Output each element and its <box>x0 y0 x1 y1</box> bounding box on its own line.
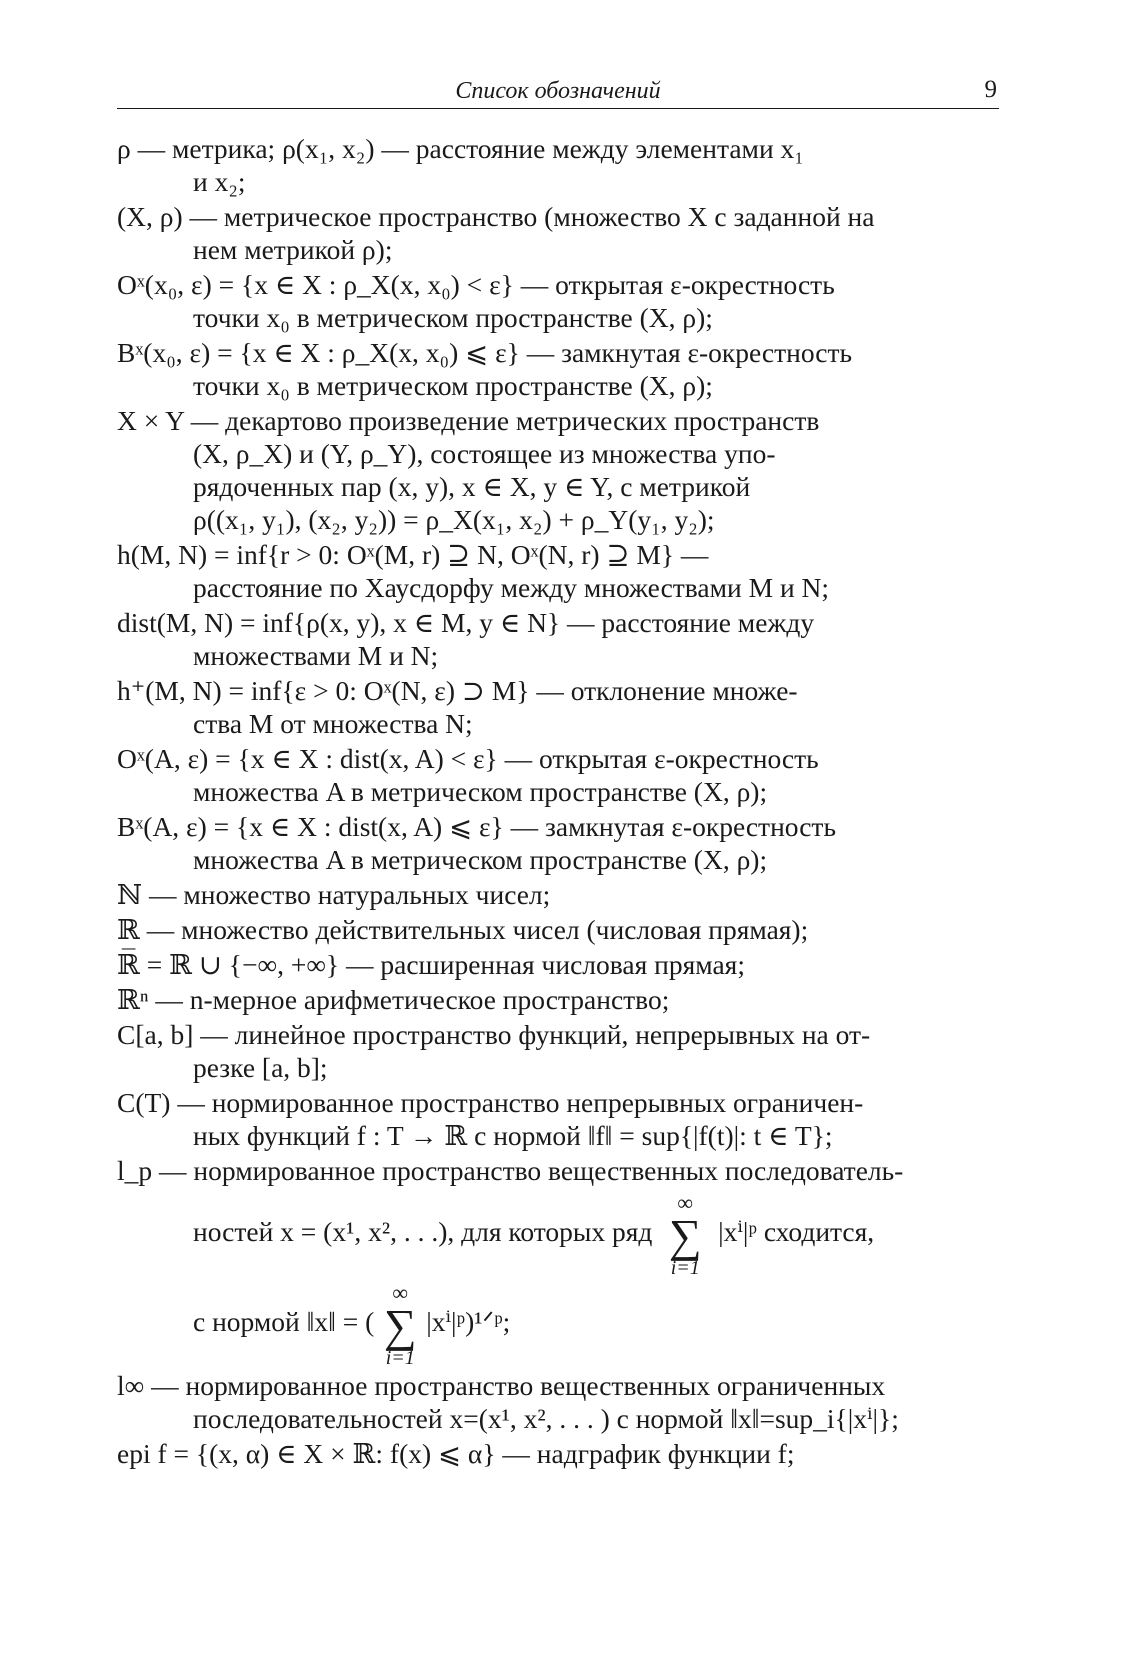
entry-line: ства M от множества N; <box>193 708 473 739</box>
notation-entry-8 <box>117 674 999 740</box>
entry-line: h(M, N) = inf{r > 0: Oˣ(M, r) ⊇ N, Oˣ(N, r) ⊇ M} — <box>117 539 709 570</box>
entry-line: точки x₀ в метрическом пространстве (X, ρ); <box>193 302 713 333</box>
entry-line: dist(M, N) = inf{ρ(x, y), x ∈ M, y ∈ N} — расстояние между <box>117 607 815 638</box>
entry-line: резке [a, b]; <box>193 1052 328 1083</box>
notation-entry-tail-2 <box>117 1437 999 1470</box>
notation-entry-13 <box>117 948 999 981</box>
notation-entry-lp <box>117 1154 999 1367</box>
lp-line-1: l_p — нормированное пространство вещественных последователь- <box>117 1155 904 1186</box>
entry-line: l∞ — нормированное пространство вещественных ограниченных <box>117 1370 886 1401</box>
notation-entry-2 <box>117 200 999 266</box>
entry-line: epi f = {(x, α) ∈ X × ℝ: f(x) ⩽ α} — надграфик функции f; <box>117 1438 795 1469</box>
notation-entry-7 <box>117 606 999 672</box>
running-header <box>117 72 999 109</box>
entry-line: ℕ — множество натуральных чисел; <box>117 879 551 910</box>
entry-line: множества A в метрическом пространстве (X, ρ); <box>193 844 768 875</box>
notation-entry-5 <box>117 404 999 536</box>
entry-line: ρ((x₁, y₁), (x₂, y₂)) = ρ_X(x₁, x₂) + ρ_Y(y₁, y₂); <box>193 504 715 535</box>
notation-entry-tail-1 <box>117 1369 999 1435</box>
entry-line: ℝ̅ = ℝ ∪ {−∞, +∞} — расширенная числовая прямая; <box>117 949 745 980</box>
lp-line-2: ностей x = (x¹, x², . . .), для которых ряд ∞ ∑ i=1 |xⁱ|ᵖ сходится, <box>193 1189 875 1279</box>
notation-entry-10 <box>117 810 999 876</box>
summation-symbol: ∞ ∑ i=1 <box>668 1189 702 1279</box>
notation-list <box>117 132 999 1472</box>
entry-line: ℝⁿ — n-мерное арифметическое пространство; <box>117 984 670 1015</box>
entry-line: Bˣ(A, ε) = {x ∈ X : dist(x, A) ⩽ ε} — замкнутая ε-окрестность <box>117 811 836 842</box>
entry-line: ρ — метрика; ρ(x₁, x₂) — расстояние между элементами x₁ <box>117 133 804 164</box>
summation-symbol-norm: ∞ ∑ i=1 <box>383 1279 417 1369</box>
notation-entry-4 <box>117 336 999 402</box>
entry-line: и x₂; <box>193 166 246 197</box>
notation-entry-3 <box>117 268 999 334</box>
notation-entry-14 <box>117 983 999 1016</box>
entry-line: Oˣ(x₀, ε) = {x ∈ X : ρ_X(x, x₀) < ε} — открытая ε-окрестность <box>117 269 835 300</box>
entry-line: h⁺(M, N) = inf{ε > 0: Oˣ(N, ε) ⊃ M} — отклонение множе- <box>117 675 798 706</box>
entry-line: (X, ρ) — метрическое пространство (множество X с заданной на <box>117 201 875 232</box>
notation-entry-15 <box>117 1018 999 1084</box>
entry-line: Bˣ(x₀, ε) = {x ∈ X : ρ_X(x, x₀) ⩽ ε} — замкнутая ε-окрестность <box>117 337 853 368</box>
entry-line: расстояние по Хаусдорфу между множествами M и N; <box>193 572 830 603</box>
notation-entry-1 <box>117 132 999 198</box>
entry-line: Oˣ(A, ε) = {x ∈ X : dist(x, A) < ε} — открытая ε-окрестность <box>117 743 819 774</box>
entry-line: точки x₀ в метрическом пространстве (X, ρ); <box>193 370 713 401</box>
entry-line: множества A в метрическом пространстве (X, ρ); <box>193 776 768 807</box>
entry-line: C[a, b] — линейное пространство функций, непрерывных на от- <box>117 1019 871 1050</box>
page-number: 9 <box>984 76 997 103</box>
entry-line: последовательностей x=(x¹, x², . . . ) с нормой ‖x‖=sup_i{|xⁱ|}; <box>193 1403 899 1434</box>
entry-line: рядоченных пар (x, y), x ∈ X, y ∈ Y, с метрикой <box>193 471 751 502</box>
entry-line: ℝ — множество действительных чисел (числовая прямая); <box>117 914 809 945</box>
entry-line: ных функций f : T → ℝ с нормой ‖f‖ = sup{|f(t)|: t ∈ T}; <box>193 1120 833 1151</box>
notation-entry-6 <box>117 538 999 604</box>
entry-line: множествами M и N; <box>193 640 439 671</box>
entry-line: нем метрикой ρ); <box>193 234 393 265</box>
lp-line-3: с нормой ‖x‖ = ( ∞ ∑ i=1 |xⁱ|ᵖ)¹ᐟᵖ; <box>193 1279 511 1369</box>
notation-entry-16 <box>117 1086 999 1152</box>
entry-line: C(T) — нормированное пространство непрерывных ограничен- <box>117 1087 864 1118</box>
notation-entry-11 <box>117 878 999 911</box>
notation-entry-9 <box>117 742 999 808</box>
entry-line: X × Y — декартово произведение метрических пространств <box>117 405 820 436</box>
notation-entry-12 <box>117 913 999 946</box>
entry-line: (X, ρ_X) и (Y, ρ_Y), состоящее из множества упо- <box>193 438 776 469</box>
section-title: Список обозначений <box>455 78 661 104</box>
